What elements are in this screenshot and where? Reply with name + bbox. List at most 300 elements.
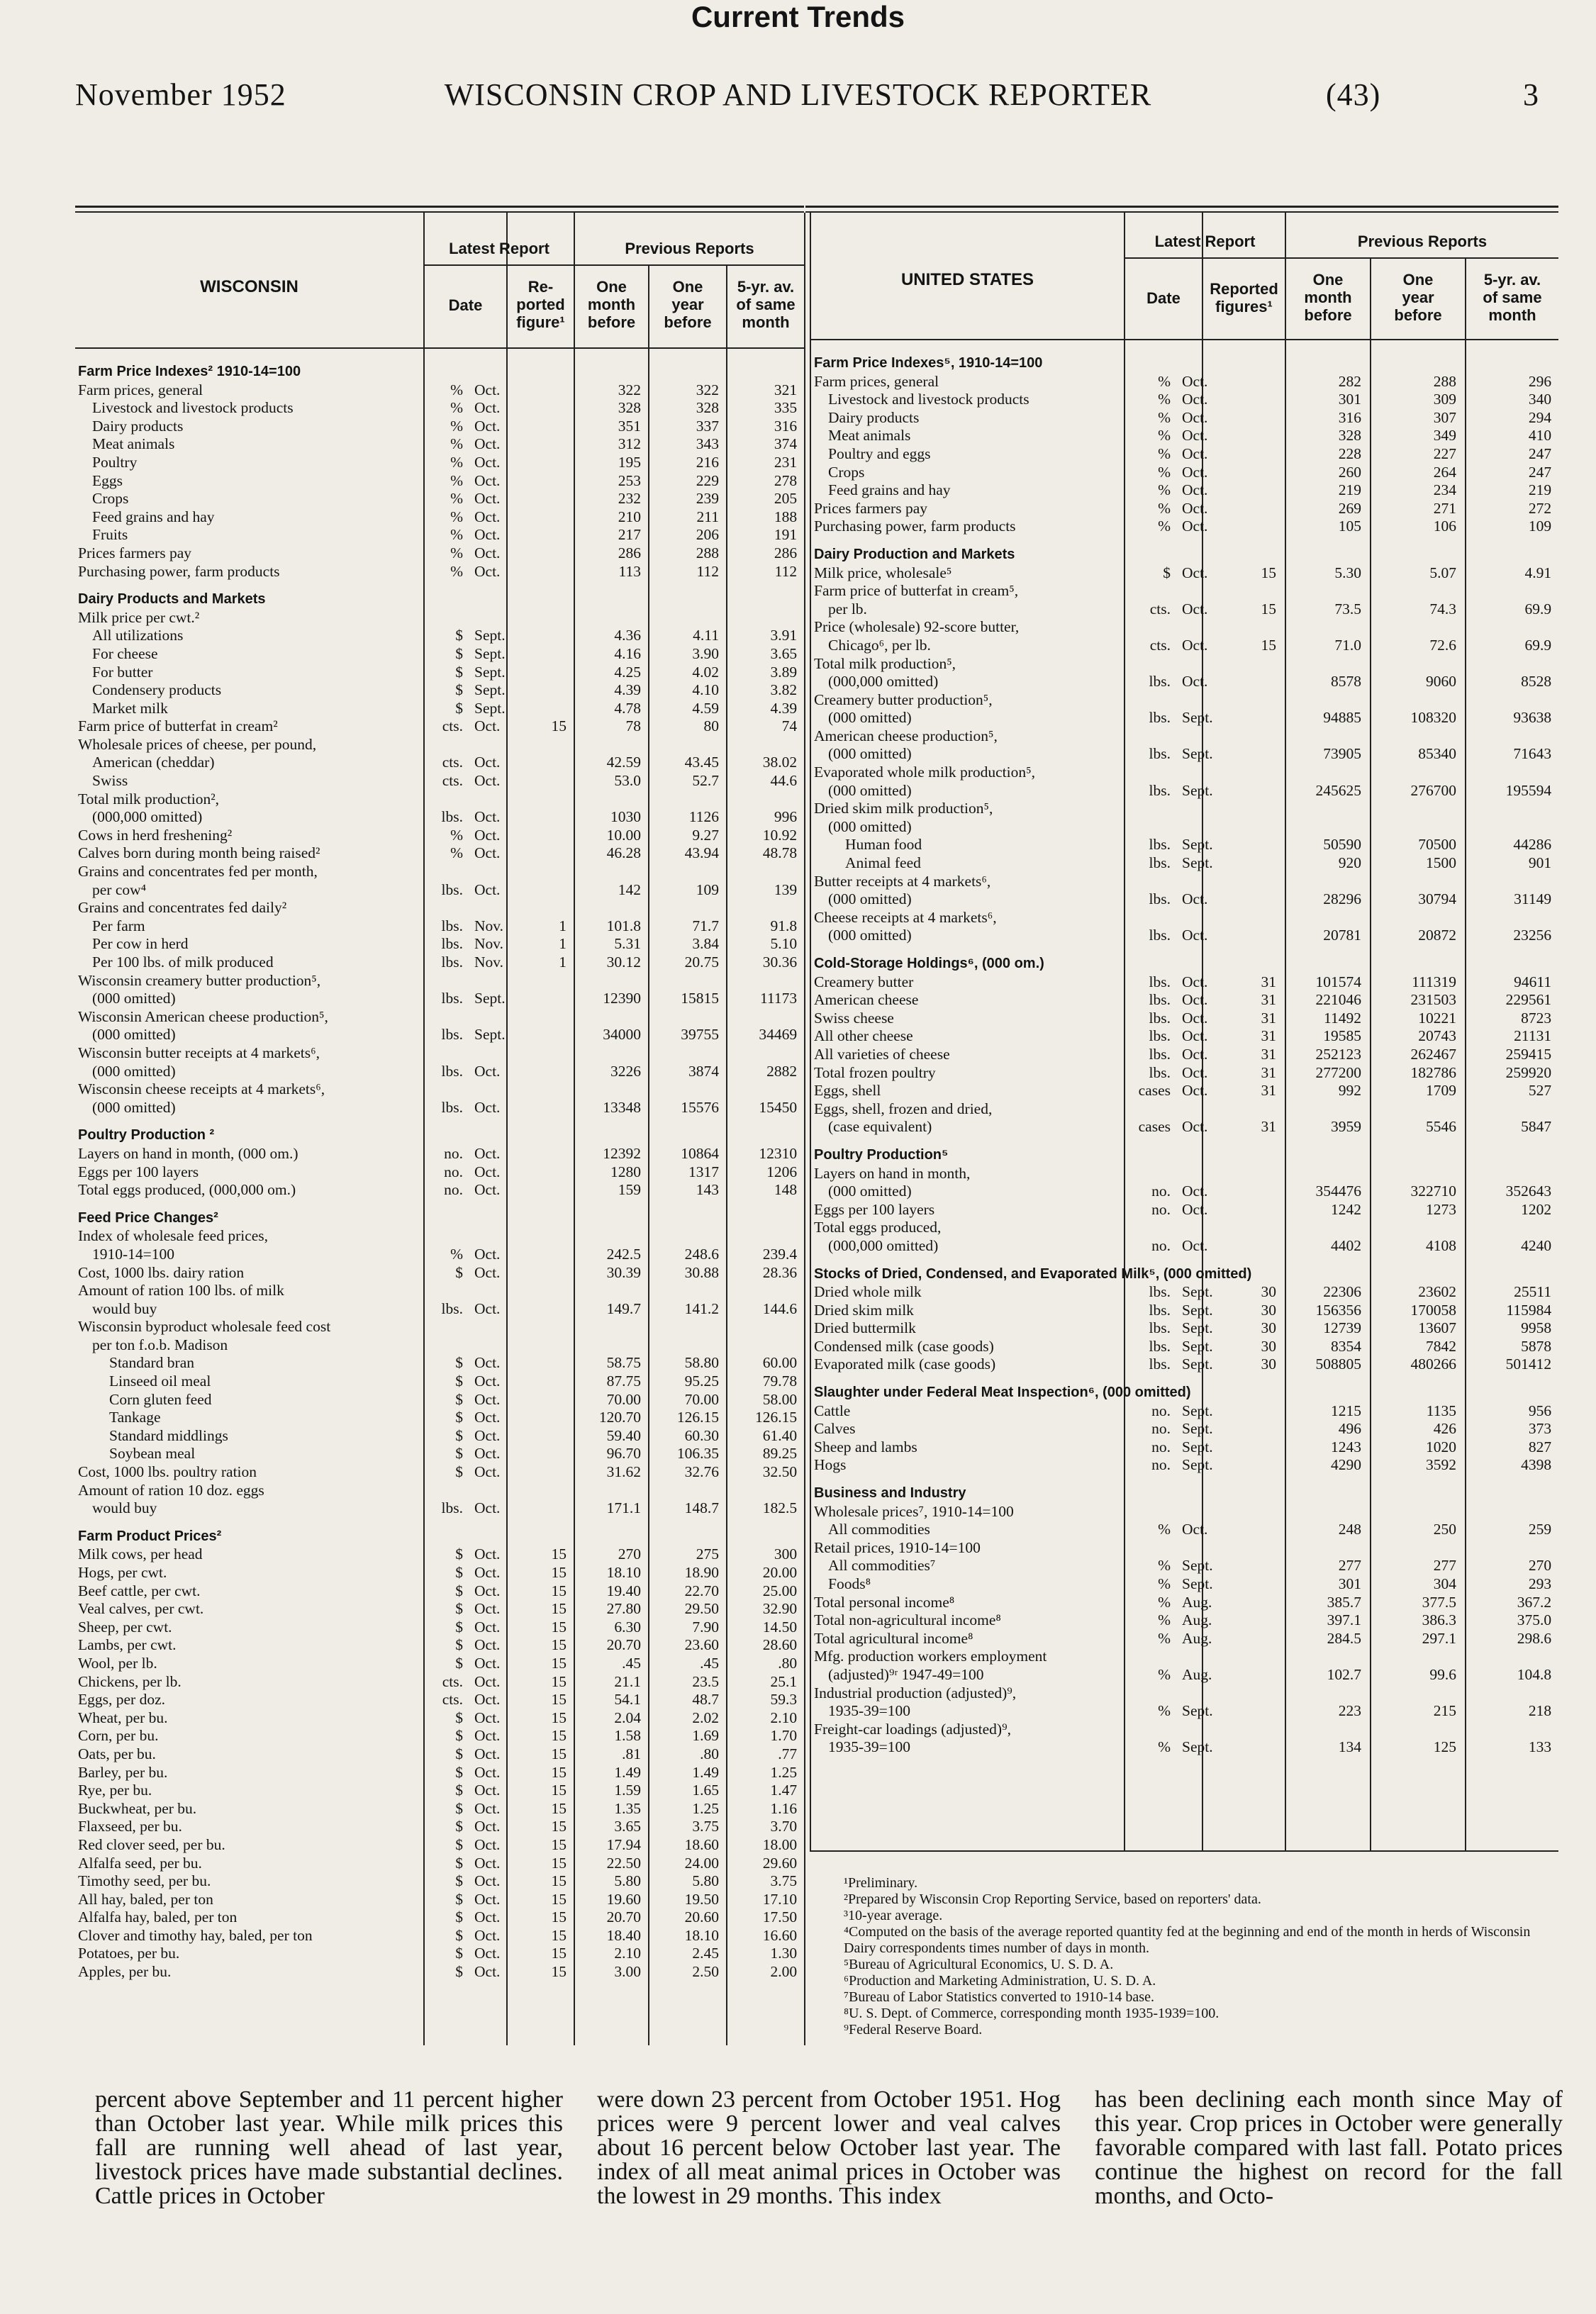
row-date bbox=[467, 863, 506, 881]
row-label-cell bbox=[75, 1582, 467, 1601]
row-label-cell bbox=[75, 1145, 467, 1163]
reported-value: 1280 bbox=[610, 1163, 641, 1180]
row-label-cell bbox=[75, 1373, 467, 1391]
reported-value: 18.10 bbox=[606, 1564, 641, 1581]
row-day: 15 bbox=[551, 1564, 567, 1581]
leader-dots bbox=[1149, 890, 1171, 909]
reported-value: 22306 bbox=[1323, 1283, 1361, 1301]
top-rule bbox=[805, 206, 1558, 208]
row-day bbox=[506, 1409, 574, 1427]
leader-dots bbox=[455, 1582, 463, 1601]
row-unit: $ bbox=[455, 1926, 463, 1944]
reported-value: 3226 bbox=[610, 1062, 641, 1080]
reported-value: 3.65 bbox=[614, 1818, 641, 1835]
row-label: Total non-agricultural income⁸ bbox=[814, 1611, 1001, 1629]
row-date: Oct. bbox=[1182, 1027, 1208, 1045]
one-month-value: 328 bbox=[696, 399, 719, 417]
row-label-cell bbox=[811, 373, 1175, 391]
table-row bbox=[75, 899, 804, 917]
row-unit: $ bbox=[455, 1564, 463, 1581]
one-month-value bbox=[1368, 800, 1463, 818]
row-unit: cts. bbox=[442, 754, 463, 771]
row-unit: cts. bbox=[1149, 600, 1171, 617]
leader-dots bbox=[1149, 836, 1171, 854]
row-date: Oct. bbox=[474, 1098, 501, 1116]
row-unit: no. bbox=[1151, 1236, 1171, 1254]
leader-dots bbox=[450, 526, 463, 544]
row-date: Oct. bbox=[1182, 391, 1208, 408]
one-month-value: 4.10 bbox=[692, 681, 719, 699]
row-label: Animal feed bbox=[845, 854, 921, 872]
one-month-value bbox=[648, 1336, 726, 1355]
leader-dots bbox=[455, 627, 463, 645]
row-label-cell bbox=[75, 1673, 467, 1692]
leader-dots bbox=[1149, 973, 1171, 992]
row-date: Aug. bbox=[1182, 1593, 1212, 1611]
reported-value: 2.04 bbox=[614, 1709, 641, 1726]
reported-value bbox=[1283, 727, 1368, 746]
row-date: Oct. bbox=[474, 1745, 501, 1762]
row-date: Sept. bbox=[474, 681, 506, 699]
reported-value: 20.70 bbox=[606, 1908, 641, 1926]
reported-value: 87.75 bbox=[606, 1373, 641, 1390]
one-month-value: 70.00 bbox=[684, 1390, 719, 1408]
reported-value: 4.78 bbox=[614, 699, 641, 717]
row-label-cell bbox=[75, 454, 467, 472]
row-date: Oct. bbox=[1182, 973, 1208, 990]
one-year-value bbox=[726, 790, 804, 809]
one-year-value bbox=[726, 1008, 804, 1027]
one-year-value: 20.00 bbox=[762, 1564, 798, 1581]
row-day bbox=[506, 972, 574, 990]
row-day: 1 bbox=[559, 954, 567, 971]
row-unit: % bbox=[450, 562, 463, 580]
row-unit: no. bbox=[1151, 1200, 1171, 1218]
row-label: Milk cows, per head bbox=[78, 1546, 203, 1563]
row-day bbox=[1200, 409, 1283, 427]
row-unit: $ bbox=[455, 1426, 463, 1444]
row-day: 15 bbox=[551, 1799, 567, 1817]
row-label-cell bbox=[75, 563, 467, 581]
row-unit: $ bbox=[455, 1945, 463, 1962]
row-date: Oct. bbox=[474, 1062, 501, 1080]
row-unit: $ bbox=[455, 1872, 463, 1890]
one-year-value: 218 bbox=[1528, 1702, 1552, 1720]
row-unit: % bbox=[450, 453, 463, 471]
row-label: (000 omitted) bbox=[828, 709, 912, 727]
row-day bbox=[1200, 1503, 1283, 1521]
table-row bbox=[75, 472, 804, 491]
leader-dots bbox=[1158, 1594, 1171, 1612]
row-unit: % bbox=[450, 471, 463, 489]
row-unit: no. bbox=[1151, 1420, 1171, 1438]
row-label: Flaxseed, per bu. bbox=[78, 1818, 182, 1835]
region-label: WISCONSIN bbox=[200, 277, 298, 296]
one-month-value: 5546 bbox=[1426, 1118, 1456, 1136]
one-year-value bbox=[1463, 582, 1558, 600]
row-label: Cost, 1000 lbs. dairy ration bbox=[78, 1263, 245, 1281]
leader-dots bbox=[442, 717, 463, 736]
row-day bbox=[1200, 1201, 1283, 1219]
col-one-month: One month before bbox=[587, 278, 636, 331]
one-year-value: 1.30 bbox=[770, 1945, 798, 1962]
leader-dots bbox=[1149, 1356, 1171, 1374]
one-month-value: 1126 bbox=[688, 808, 719, 826]
reported-value: 27.80 bbox=[606, 1600, 641, 1618]
row-date: Oct. bbox=[474, 544, 501, 561]
region-label: UNITED STATES bbox=[900, 270, 1034, 289]
row-date: Oct. bbox=[1182, 636, 1208, 654]
row-day: 15 bbox=[551, 1745, 567, 1762]
one-month-value bbox=[648, 1227, 726, 1246]
table-row bbox=[811, 927, 1558, 945]
row-label-cell bbox=[75, 700, 467, 718]
leader-dots bbox=[455, 1800, 463, 1818]
row-date: Oct. bbox=[474, 508, 501, 525]
row-label: Livestock and livestock products bbox=[92, 399, 294, 417]
page-title: Current Trends bbox=[691, 0, 905, 33]
row-label: Hogs bbox=[814, 1456, 847, 1474]
leader-dots bbox=[442, 1099, 463, 1117]
row-label-cell bbox=[811, 745, 1175, 764]
table-row bbox=[811, 691, 1558, 710]
row-date: Oct. bbox=[1182, 408, 1208, 426]
row-label-cell bbox=[75, 1227, 467, 1246]
table-row bbox=[811, 1420, 1558, 1438]
row-label-cell bbox=[75, 526, 467, 544]
row-label: Soybean meal bbox=[109, 1445, 196, 1463]
row-date: Sept. bbox=[1182, 1402, 1213, 1419]
table-row bbox=[75, 863, 804, 881]
row-label: Mfg. production workers employment bbox=[814, 1648, 1047, 1665]
row-label: Farm prices, general bbox=[78, 381, 203, 398]
reported-value: 1.35 bbox=[614, 1799, 641, 1817]
leader-dots bbox=[1158, 427, 1171, 445]
row-label: Evaporated whole milk production⁵, bbox=[814, 764, 1036, 781]
one-month-value: 20872 bbox=[1418, 927, 1456, 944]
row-date: Oct. bbox=[474, 1763, 501, 1781]
reported-value: 134 bbox=[1338, 1738, 1361, 1756]
table-row bbox=[75, 1727, 804, 1745]
col-latest-report: Latest Report bbox=[449, 240, 549, 257]
row-label: Purchasing power, farm products bbox=[78, 562, 280, 580]
leader-dots bbox=[442, 881, 463, 900]
bottom-rule bbox=[810, 1850, 1558, 1852]
table-row bbox=[75, 954, 804, 972]
section-title-row bbox=[75, 1200, 804, 1228]
row-label-cell bbox=[75, 1427, 467, 1446]
wisconsin-data-table bbox=[75, 353, 804, 1982]
row-label-cell bbox=[811, 1165, 1175, 1183]
row-label-cell bbox=[811, 1183, 1175, 1201]
leader-dots bbox=[455, 1764, 463, 1782]
row-unit: lbs. bbox=[441, 1026, 463, 1044]
reported-value: 12390 bbox=[603, 990, 641, 1007]
footnote: ⁵Bureau of Agricultural Economics, U. S. D. A. bbox=[844, 1957, 1114, 1972]
row-date: Oct. bbox=[1182, 445, 1208, 462]
row-date: Aug. bbox=[1182, 1611, 1212, 1629]
row-day bbox=[506, 1463, 574, 1482]
one-month-value: 30.88 bbox=[684, 1263, 719, 1281]
table-row bbox=[75, 1080, 804, 1099]
one-month-value: 216 bbox=[696, 453, 719, 471]
leader-dots bbox=[450, 399, 463, 418]
row-unit: % bbox=[1158, 1593, 1171, 1611]
one-month-value bbox=[1368, 618, 1463, 637]
row-label: Calves bbox=[814, 1420, 856, 1438]
row-day bbox=[506, 1445, 574, 1463]
one-month-value bbox=[1368, 909, 1463, 927]
row-date: Oct. bbox=[474, 490, 501, 508]
row-day bbox=[506, 1099, 574, 1117]
leader-dots bbox=[455, 1445, 463, 1463]
one-year-value: 3.91 bbox=[770, 627, 798, 644]
row-label: Grains and concentrates fed per month, bbox=[78, 863, 318, 881]
footnote: ²Prepared by Wisconsin Crop Reporting Service, based on reporters' data. bbox=[844, 1891, 1261, 1907]
reported-value: 73905 bbox=[1323, 745, 1361, 763]
row-unit: lbs. bbox=[441, 990, 463, 1007]
one-year-value: 188 bbox=[774, 508, 798, 525]
row-label-cell bbox=[75, 990, 467, 1008]
one-year-value: 94611 bbox=[1514, 973, 1552, 990]
prose-column-3: has been declining each month since May of this year. Crop prices in October were generally favorable compared with last fall. Potato prices continue the highest on record for the fall months, and Octo- bbox=[1095, 2086, 1563, 2209]
row-label-cell bbox=[811, 427, 1175, 445]
table-row bbox=[811, 445, 1558, 464]
row-day bbox=[506, 418, 574, 436]
table-row bbox=[811, 1594, 1558, 1612]
reported-value: 5.31 bbox=[614, 935, 641, 953]
leader-dots bbox=[1158, 1738, 1171, 1757]
leader-dots bbox=[1158, 1611, 1171, 1630]
prose-column-2: were down 23 percent from October 1951. Hog prices were 9 percent lower and veal calves about 16 percent below October last year. The index of all meat animal prices in October was the lowest in 29 months. This index bbox=[597, 2086, 1061, 2209]
row-label-cell bbox=[75, 717, 467, 736]
section-title-row bbox=[75, 581, 804, 609]
table-row bbox=[75, 1782, 804, 1800]
table-row bbox=[75, 1409, 804, 1427]
row-date: Oct. bbox=[474, 1854, 501, 1872]
row-label-cell bbox=[811, 1356, 1175, 1374]
row-label-cell bbox=[811, 1702, 1175, 1721]
row-label-cell bbox=[75, 1636, 467, 1655]
reported-value bbox=[574, 790, 648, 809]
table-row bbox=[811, 564, 1558, 583]
row-label-cell bbox=[811, 836, 1175, 854]
row-date: Oct. bbox=[1182, 1118, 1208, 1136]
row-unit: $ bbox=[455, 1818, 463, 1835]
leader-dots bbox=[1158, 1521, 1171, 1539]
row-label: Foods⁸ bbox=[828, 1575, 871, 1592]
row-unit: $ bbox=[455, 1263, 463, 1281]
row-label-cell bbox=[75, 1264, 467, 1282]
one-month-value bbox=[648, 1318, 726, 1336]
table-row bbox=[811, 1356, 1558, 1374]
row-unit: lbs. bbox=[1149, 1027, 1171, 1045]
row-date: Oct. bbox=[1182, 372, 1208, 390]
leader-dots bbox=[450, 563, 463, 581]
leader-dots bbox=[455, 681, 463, 700]
row-label-cell bbox=[75, 381, 467, 400]
table-row bbox=[75, 1336, 804, 1355]
one-year-value: 15450 bbox=[759, 1098, 798, 1116]
one-year-value: 126.15 bbox=[754, 1409, 798, 1426]
row-label-cell bbox=[811, 973, 1175, 992]
row-label: Oats, per bu. bbox=[78, 1745, 156, 1762]
row-unit: % bbox=[450, 381, 463, 398]
row-label: Dairy products bbox=[828, 408, 920, 426]
row-unit: $ bbox=[455, 1908, 463, 1926]
leader-dots bbox=[442, 917, 463, 936]
one-year-value: 3.89 bbox=[770, 663, 798, 681]
row-date: Oct. bbox=[474, 1499, 501, 1517]
row-day bbox=[506, 1354, 574, 1373]
reported-value: 253 bbox=[618, 471, 641, 489]
row-label-cell bbox=[75, 544, 467, 563]
row-label: American cheese bbox=[814, 991, 919, 1009]
reported-value: 96.70 bbox=[606, 1445, 641, 1463]
row-date: Oct. bbox=[474, 1945, 501, 1962]
row-date: Sept. bbox=[474, 644, 506, 662]
row-unit: % bbox=[1158, 463, 1171, 481]
row-label-cell bbox=[811, 618, 1175, 637]
row-label-cell bbox=[811, 1064, 1175, 1083]
leader-dots bbox=[450, 827, 463, 845]
header-rule bbox=[1124, 257, 1558, 259]
row-label: Livestock and livestock products bbox=[828, 391, 1029, 408]
one-month-value: 1317 bbox=[688, 1163, 719, 1180]
row-unit: $ bbox=[455, 1445, 463, 1463]
row-date: Oct. bbox=[474, 1582, 501, 1599]
leader-dots bbox=[455, 700, 463, 718]
row-label: Rye, per bu. bbox=[78, 1782, 152, 1799]
one-month-value: 307 bbox=[1433, 408, 1456, 426]
one-year-value: 91.8 bbox=[770, 917, 798, 934]
row-label-cell bbox=[75, 827, 467, 845]
one-month-value bbox=[648, 790, 726, 809]
row-label: Eggs, shell bbox=[814, 1082, 881, 1100]
leader-dots bbox=[455, 1818, 463, 1836]
row-date: Oct. bbox=[474, 1709, 501, 1726]
row-label-cell bbox=[75, 1691, 467, 1709]
table-row bbox=[75, 1709, 804, 1728]
one-month-value: 18.90 bbox=[684, 1564, 719, 1581]
row-date bbox=[1175, 909, 1200, 927]
one-year-value: 321 bbox=[774, 381, 798, 398]
one-month-value: 5.07 bbox=[1429, 564, 1456, 581]
leader-dots bbox=[1158, 464, 1171, 482]
row-label-cell bbox=[811, 1010, 1175, 1028]
row-label: Cheese receipts at 4 markets⁶, bbox=[814, 908, 997, 926]
one-month-value: 250 bbox=[1433, 1521, 1456, 1538]
row-label-cell bbox=[811, 818, 1175, 837]
reported-value: 992 bbox=[1338, 1082, 1361, 1100]
one-month-value: 1.25 bbox=[692, 1799, 719, 1817]
one-year-value: 294 bbox=[1528, 408, 1552, 426]
row-label: Feed grains and hay bbox=[92, 508, 215, 525]
row-date: Nov. bbox=[474, 954, 504, 971]
col-date: Date bbox=[1146, 289, 1181, 307]
row-label: All commodities bbox=[828, 1521, 930, 1538]
one-year-value: 195594 bbox=[1505, 781, 1552, 799]
row-label: Condensery products bbox=[92, 681, 222, 699]
reported-value: 30.39 bbox=[606, 1263, 641, 1281]
row-label: Butter receipts at 4 markets⁶, bbox=[814, 872, 991, 890]
one-year-value bbox=[726, 1336, 804, 1355]
footnote: ⁴Computed on the basis of the average reported quantity fed at the beginning and end of the month in herds of Wisconsin Dairy correspondents times number of days in month. bbox=[844, 1924, 1531, 1956]
row-unit: lbs. bbox=[441, 935, 463, 953]
one-month-value: 70500 bbox=[1418, 836, 1456, 854]
leader-dots bbox=[455, 664, 463, 682]
one-year-value: 61.40 bbox=[762, 1426, 798, 1444]
row-day bbox=[1200, 1721, 1283, 1739]
row-day bbox=[506, 990, 574, 1008]
row-day bbox=[506, 1373, 574, 1391]
row-label-cell bbox=[811, 854, 1175, 873]
row-label-cell bbox=[811, 1283, 1175, 1302]
one-month-value bbox=[648, 1008, 726, 1027]
table-row bbox=[75, 917, 804, 936]
row-label-cell bbox=[75, 954, 467, 972]
row-unit: no. bbox=[1151, 1456, 1171, 1474]
one-year-value: 2.10 bbox=[770, 1709, 798, 1726]
row-label-cell bbox=[75, 881, 467, 900]
row-date bbox=[467, 609, 506, 627]
one-year-value: 1.25 bbox=[770, 1763, 798, 1781]
leader-dots bbox=[455, 1782, 463, 1800]
table-row bbox=[75, 844, 804, 863]
prose-column-1: percent above September and 11 percent higher than October last year. While milk prices this fall are running well ahead of last year, livestock prices have made substantial declines. Cattle prices in October bbox=[95, 2086, 563, 2209]
row-label-cell bbox=[75, 1891, 467, 1909]
table-row bbox=[75, 1945, 804, 1963]
row-label: Per 100 lbs. of milk produced bbox=[92, 954, 274, 971]
row-label: 1935-39=100 bbox=[828, 1702, 911, 1720]
one-year-value: 3.75 bbox=[770, 1872, 798, 1890]
row-unit: lbs. bbox=[1149, 836, 1171, 854]
row-day: 15 bbox=[551, 1727, 567, 1745]
row-date bbox=[1175, 691, 1200, 710]
table-row bbox=[811, 1684, 1558, 1703]
row-unit: lbs. bbox=[1149, 1337, 1171, 1355]
one-year-value: 410 bbox=[1528, 427, 1552, 445]
reported-value: 1.59 bbox=[614, 1782, 641, 1799]
reported-value bbox=[1283, 909, 1368, 927]
row-label: Timothy seed, per bu. bbox=[78, 1872, 211, 1890]
row-label: (adjusted)⁹ʳ 1947-49=100 bbox=[828, 1665, 984, 1683]
reported-value: 1215 bbox=[1331, 1402, 1361, 1419]
row-day bbox=[1200, 1521, 1283, 1539]
one-month-value bbox=[1368, 1721, 1463, 1739]
reported-value: 286 bbox=[618, 544, 641, 561]
row-label: Dairy products bbox=[92, 417, 184, 435]
row-date: Oct. bbox=[474, 1600, 501, 1618]
row-label-cell bbox=[811, 518, 1175, 536]
row-unit: % bbox=[450, 526, 463, 544]
row-label-cell bbox=[75, 1099, 467, 1117]
row-date bbox=[467, 1227, 506, 1246]
one-year-value: 996 bbox=[774, 808, 798, 826]
reported-value: 12392 bbox=[603, 1144, 641, 1162]
leader-dots bbox=[455, 1745, 463, 1764]
one-year-value bbox=[726, 1318, 804, 1336]
row-unit: lbs. bbox=[441, 1499, 463, 1517]
row-unit: % bbox=[1158, 1557, 1171, 1575]
leader-dots bbox=[455, 1564, 463, 1582]
row-label: American (cheddar) bbox=[92, 754, 215, 771]
table-row bbox=[75, 664, 804, 682]
row-day bbox=[506, 681, 574, 700]
table-row bbox=[75, 490, 804, 508]
row-date: Oct. bbox=[474, 1727, 501, 1745]
row-day: 31 bbox=[1261, 1045, 1276, 1063]
